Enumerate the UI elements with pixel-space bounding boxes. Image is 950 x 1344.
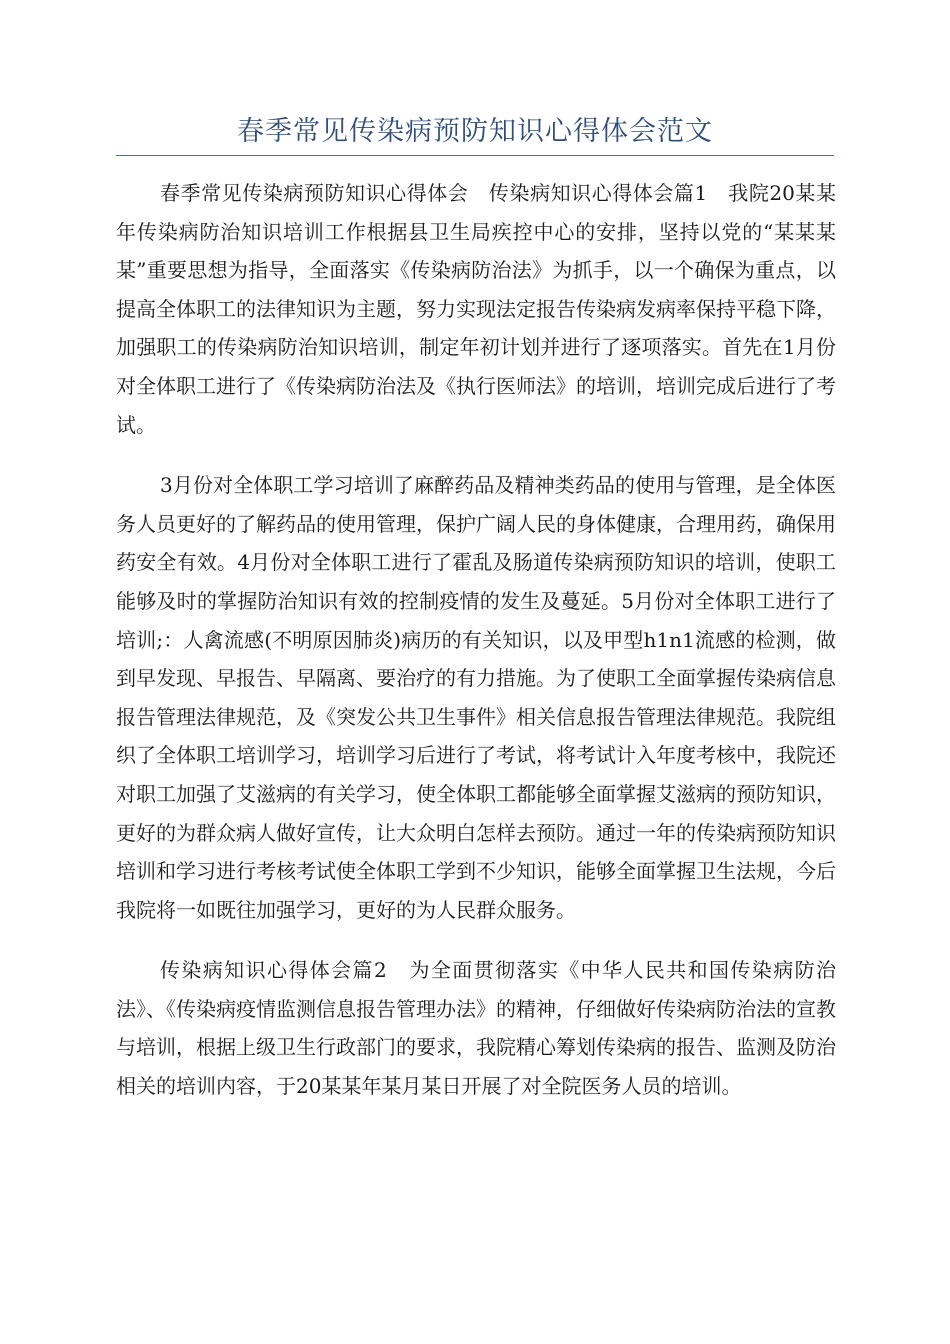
title-underline xyxy=(116,155,834,156)
paragraph-3: 传染病知识心得体会篇2 为全面贯彻落实《中华人民共和国传染病防治法》、《传染病疫情监测信息报告管理办法》的精神，仔细做好传染病防治法的宣教与培训，根据上级卫生行政部门的要求，我院精心筹划传染病的报告、监测及防治相关的培训内容，于20某某年某月某日开展了对全院医务人员的培训。 xyxy=(116,958,836,1099)
paragraph-1: 春季常见传染病预防知识心得体会 传染病知识心得体会篇1 我院20某某年传染病防治知识培训工作根据县卫生局疾控中心的安排，坚持以党的“某某某某”重要思想为指导，全面落实《传染病防治法》为抓手，以一个确保为重点，以提高全体职工的法律知识为主题，努力实现法定报告传染病发病率保持平稳下降，加强职工的传染病防治知识培训，制定年初计划并进行了逐项落实。首先在1月份对全体职工进行了《传染病防治法及《执行医师法》的培训，培训完成后进行了考试。 xyxy=(116,181,836,437)
paragraph-2: 3月份对全体职工学习培训了麻醉药品及精神类药品的使用与管理，是全体医务人员更好的了解药品的使用管理，保护广阔人民的身体健康，合理用药，确保用药安全有效。4月份对全体职工进行了霍乱及肠道传染病预防知识的培训，使职工能够及时的掌握防治知识有效的控制疫情的发生及蔓延。5月份对全体职工进行了培训;：人禽流感(不明原因肺炎)病历的有关知识，以及甲型h1n1流感的检测，做到早发现、早报告、早隔离、要治疗的有力措施。为了使职工全面掌握传染病信息报告管理法律规范，及《突发公共卫生事件》相关信息报告管理法律规范。我院组织了全体职工培训学习，培训学习后进行了考试，将考试计入年度考核中，我院还对职工加强了艾滋病的有关学习，使全体职工都能够全面掌握艾滋病的预防知识，更好的为群众病人做好宣传，让大众明白怎样去预防。通过一年的传染病预防知识培训和学习进行考核考试使全体职工学到不少知识，能够全面掌握卫生法规，今后我院将一如既往加强学习，更好的为人民群众服务。 xyxy=(116,473,836,922)
document-body xyxy=(116,174,836,1128)
document-title: 春季常见传染病预防知识心得体会范文 xyxy=(237,116,713,147)
